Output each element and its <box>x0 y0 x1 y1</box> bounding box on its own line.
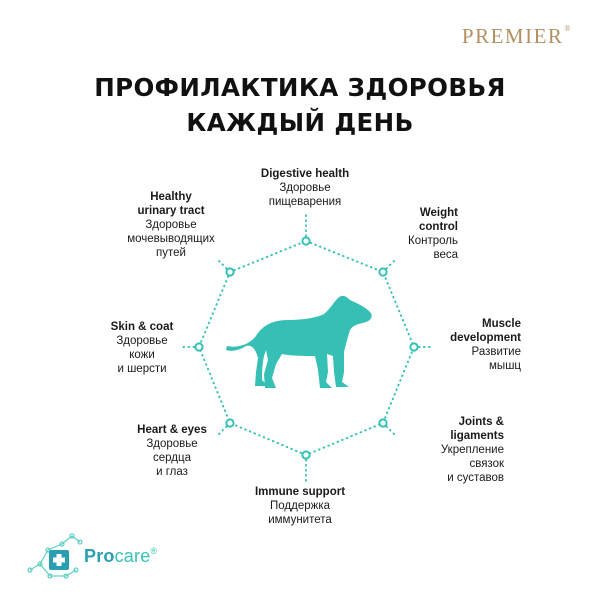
label-urinary-tract: Healthy urinary tract Здоровье мочевыводящих путей <box>127 191 215 259</box>
node-immune <box>302 451 309 458</box>
node-joints <box>379 419 386 426</box>
node-muscle <box>410 343 417 350</box>
node-digestive <box>302 237 309 244</box>
label-joints-ligaments: Joints & ligaments Укрепление связок и суставов <box>440 416 504 484</box>
label-heart-eyes: Heart & eyes Здоровье сердца и глаз <box>137 424 207 478</box>
molecule-cross-icon <box>26 530 86 582</box>
procare-wordmark: Procare® <box>84 546 158 566</box>
title-line-2: КАЖДЫЙ ДЕНЬ <box>186 108 414 137</box>
label-weight-control: Weight control Контроль веса <box>408 207 458 261</box>
label-immune-support: Immune support Поддержка иммунитета <box>254 486 346 526</box>
label-skin-coat: Skin & coat Здоровье кожи и шерсти <box>110 321 174 375</box>
label-muscle-development: Muscle development Развитие мышц <box>450 318 521 372</box>
node-skin <box>195 343 202 350</box>
label-digestive-health: Digestive health Здоровье пищеварения <box>260 168 350 208</box>
dog-silhouette <box>226 296 372 388</box>
node-heart <box>226 419 233 426</box>
procare-logo <box>26 530 206 582</box>
premier-logo: PREMIER® <box>461 24 572 48</box>
node-urinary <box>226 268 233 275</box>
node-weight <box>379 268 386 275</box>
title-line-1: ПРОФИЛАКТИКА ЗДОРОВЬЯ <box>94 73 506 102</box>
